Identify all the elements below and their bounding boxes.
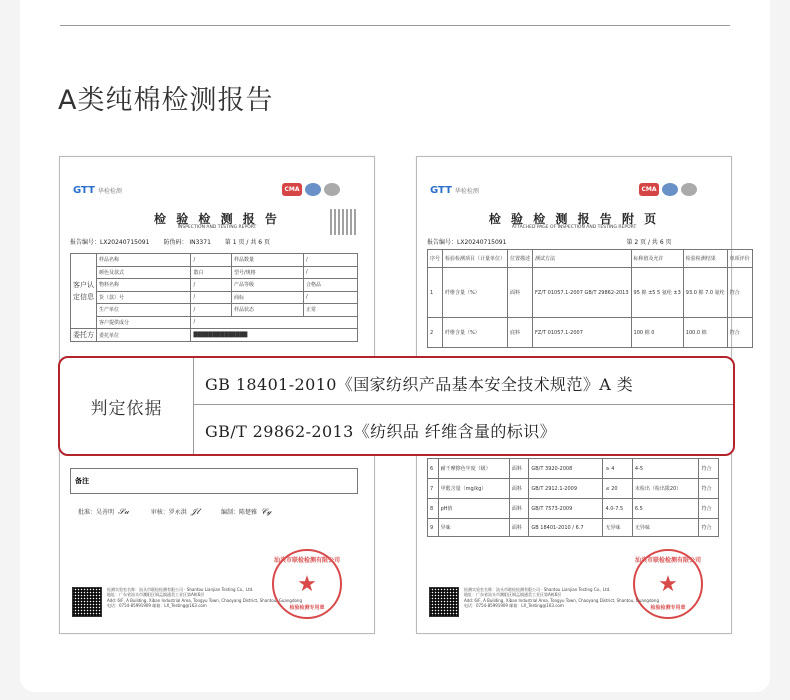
editor bbox=[221, 507, 272, 517]
client-label: 委托方 bbox=[71, 329, 97, 342]
cell: ≥ 4 bbox=[603, 459, 632, 479]
signature-image: 𝒥𝓁 bbox=[190, 507, 199, 516]
lab-footer bbox=[464, 587, 726, 609]
cell: 型号/规格 bbox=[231, 266, 303, 279]
cell: 符合 bbox=[727, 268, 752, 318]
cell: 符合 bbox=[727, 318, 752, 348]
cell: 2 bbox=[428, 318, 443, 348]
cell: 未检出（检出限20） bbox=[632, 479, 699, 499]
lab-logo bbox=[73, 185, 122, 196]
cell: 95 棉 ±5 5 氨纶 ±3 bbox=[631, 268, 683, 318]
cell: 样品名称 bbox=[97, 254, 191, 267]
lab-qr-icon bbox=[429, 587, 459, 617]
cell: 100.0 棉 bbox=[683, 318, 727, 348]
cell: 物料名称 bbox=[97, 279, 191, 292]
cell: 93.0 棉 7.0 氨纶 bbox=[683, 268, 727, 318]
anti-fake-code: 防伪码： IN3371 bbox=[163, 239, 211, 246]
signature-line bbox=[78, 507, 271, 517]
cell: / bbox=[303, 254, 357, 267]
table-row bbox=[428, 318, 753, 348]
seal-text-top: 汕头市联检检测有限公司 bbox=[274, 557, 341, 564]
client-info-label: 客户认定信息 bbox=[71, 254, 97, 329]
judgement-basis-callout bbox=[58, 356, 735, 456]
page-indicator: 第 2 页 / 共 6 页 bbox=[626, 239, 672, 246]
cell: 正常 bbox=[303, 304, 357, 317]
certification-marks bbox=[282, 183, 340, 196]
cell: 4.0-7.5 bbox=[603, 499, 632, 519]
remarks-row bbox=[70, 468, 358, 494]
cell: 6.5 bbox=[632, 499, 699, 519]
cell: ≤ 20 bbox=[603, 479, 632, 499]
test-results-table bbox=[427, 249, 753, 348]
cell: 面料 bbox=[509, 519, 528, 537]
standard-line-1: GB 18401-2010《国家纺织产品基本安全技术规范》A 类 bbox=[205, 375, 634, 394]
cell: 7 bbox=[428, 479, 439, 499]
client-info-table bbox=[70, 253, 358, 342]
table-row bbox=[428, 519, 719, 537]
cell: / bbox=[191, 316, 358, 329]
remarks-label: 备注 bbox=[75, 477, 89, 485]
cell: 合格品 bbox=[303, 279, 357, 292]
footer-line: Add: 6/F, A Building, Xiban Industrial Area, Tongyu Town, Chaoyang District, Shantou, Guangdong bbox=[464, 597, 659, 603]
cell: GB/T 2912.1-2009 bbox=[529, 479, 603, 499]
cell: 4-5 bbox=[632, 459, 699, 479]
header-cell: 检验检测结果 bbox=[683, 250, 727, 268]
table-row bbox=[428, 479, 719, 499]
cell: 面料 bbox=[509, 459, 528, 479]
brand-mark: GTT bbox=[73, 185, 95, 196]
page-indicator: 第 1 页 / 共 6 页 bbox=[224, 239, 270, 246]
cell: / bbox=[191, 304, 232, 317]
header-cell: 序号 bbox=[428, 250, 443, 268]
cell: 货（款）号 bbox=[97, 291, 191, 304]
cell: 符合 bbox=[699, 519, 719, 537]
table-row bbox=[428, 459, 719, 479]
cell: 散白 bbox=[191, 266, 232, 279]
doc-title: 检 验 检 测 报 告 附 页 bbox=[488, 212, 660, 226]
lab-logo bbox=[430, 185, 479, 196]
cell: 纤维含量（%） bbox=[443, 318, 508, 348]
cell: 样品数量 bbox=[231, 254, 303, 267]
footer-line: 电话：0754-85991909 邮箱：LX_Testing@163.com bbox=[464, 603, 564, 609]
cma-icon: CMA bbox=[282, 183, 302, 196]
cell: 商标 bbox=[231, 291, 303, 304]
table-row bbox=[428, 268, 753, 318]
report-number: 报告编号：LX20240715091 bbox=[70, 239, 150, 246]
report-qr-icon bbox=[330, 209, 356, 235]
approver-label: 批准：吴善明 bbox=[78, 509, 115, 516]
doc-subtitle: ATTACHED PAGE OF INSPECTION AND TESTING REPORT bbox=[511, 225, 637, 230]
footer-line: Add: 6/F, A Building, Xiban Industrial Area, Tongyu Town, Chaoyang District, Shantou, Guangdong bbox=[107, 597, 302, 603]
cell: / bbox=[303, 291, 357, 304]
certification-marks bbox=[639, 183, 697, 196]
cell: / bbox=[303, 266, 357, 279]
brand-mark: GTT bbox=[430, 185, 452, 196]
cell: 委托单位 bbox=[97, 329, 191, 342]
footer-line: 地址：广东省汕头市潮阳区铜盂镇通美工业区第A栋6层 bbox=[107, 592, 205, 598]
cell: GB 18401-2010 / 6.7 bbox=[529, 519, 603, 537]
cell: 纤维含量（%） bbox=[443, 268, 508, 318]
cell: 底料 bbox=[508, 318, 533, 348]
header-cell: 检验检测项目（计量单位） bbox=[443, 250, 508, 268]
cell: 无异味 bbox=[603, 519, 632, 537]
editor-label: 编制：陈楚雅 bbox=[220, 509, 257, 516]
signature-image: 𝒮𝓊 bbox=[118, 507, 129, 516]
cnas-icon bbox=[324, 183, 340, 196]
footer-line: 地址：广东省汕头市潮阳区铜盂镇通美工业区第A栋6层 bbox=[464, 592, 562, 598]
cell: 符合 bbox=[699, 499, 719, 519]
top-divider bbox=[60, 25, 730, 26]
cell: 客户提供成分 bbox=[97, 316, 191, 329]
reviewer-label: 审核：罗永洪 bbox=[150, 509, 187, 516]
cell: 9 bbox=[428, 519, 439, 537]
cma-icon: CMA bbox=[639, 183, 659, 196]
report-meta bbox=[70, 237, 270, 246]
ilac-icon bbox=[305, 183, 321, 196]
signature-image: 𝒞𝓎 bbox=[260, 507, 272, 516]
cell: / bbox=[191, 254, 232, 267]
cell: 面料 bbox=[509, 479, 528, 499]
table-row bbox=[428, 499, 719, 519]
doc-subtitle: INSPECTION AND TESTING REPORT bbox=[177, 225, 257, 230]
star-icon: ★ bbox=[297, 571, 317, 597]
brand-sub: 华检检测 bbox=[454, 188, 479, 195]
section-title: A类纯棉检测报告 bbox=[58, 85, 274, 116]
header-cell: 位置描述 bbox=[508, 250, 533, 268]
cell: GB/T 3920-2008 bbox=[529, 459, 603, 479]
cell: FZ/T 01057.1-2007 GB/T 29862-2013 bbox=[533, 268, 632, 318]
ilac-icon bbox=[662, 183, 678, 196]
cell: / bbox=[191, 291, 232, 304]
reviewer bbox=[151, 507, 199, 517]
cell: 异味 bbox=[438, 519, 509, 537]
cell: 1 bbox=[428, 268, 443, 318]
callout-row-divider bbox=[194, 404, 733, 405]
lab-footer bbox=[107, 587, 369, 609]
cell: 6 bbox=[428, 459, 439, 479]
star-icon: ★ bbox=[658, 571, 678, 597]
lab-qr-icon bbox=[72, 587, 102, 617]
cell: 样品状态 bbox=[231, 304, 303, 317]
seal-text-bottom: 检验检测专用章 bbox=[289, 605, 325, 611]
footer-line: 电话：0754-85991909 邮箱：LX_Testing@163.com bbox=[107, 603, 207, 609]
cell: 面料 bbox=[508, 268, 533, 318]
cell: 产品等级 bbox=[231, 279, 303, 292]
report-meta bbox=[427, 237, 672, 246]
seal-text-top: 汕头市联检检测有限公司 bbox=[635, 557, 702, 564]
seal-text-bottom: 检验检测专用章 bbox=[650, 605, 686, 611]
cell: pH值 bbox=[438, 499, 509, 519]
cell: 甲醛含量（mg/kg） bbox=[438, 479, 509, 499]
report-number: 报告编号：LX20240715091 bbox=[427, 239, 507, 246]
judgement-basis-label: 判定依据 bbox=[90, 398, 163, 419]
approver bbox=[78, 507, 129, 517]
cell: 100 棉 0 bbox=[631, 318, 683, 348]
cnas-icon bbox=[681, 183, 697, 196]
cell: GB/T 7573-2009 bbox=[529, 499, 603, 519]
cell: 无异味 bbox=[632, 519, 699, 537]
standard-line-2: GB/T 29862-2013《纺织品 纤维含量的标识》 bbox=[205, 422, 556, 441]
cell: 生产单位 bbox=[97, 304, 191, 317]
cell: 耐干摩擦色牢度（级） bbox=[438, 459, 509, 479]
cell: / bbox=[191, 279, 232, 292]
cell: 颜色及款式 bbox=[97, 266, 191, 279]
cell: 8 bbox=[428, 499, 439, 519]
header-cell: 单项评价 bbox=[727, 250, 752, 268]
doc-title: 检 验 检 测 报 告 bbox=[154, 212, 280, 226]
header-cell: 测试方法 bbox=[533, 250, 632, 268]
header-cell: 标称值及允许 bbox=[631, 250, 683, 268]
cell: FZ/T 01057.1-2007 bbox=[533, 318, 632, 348]
cell: 符合 bbox=[699, 459, 719, 479]
cell: 面料 bbox=[509, 499, 528, 519]
footer-line: 检测实验室名称：汕头市联检检测有限公司 · Shantou Lianjian Testing Co., Ltd. bbox=[464, 587, 611, 592]
footer-line: 检测实验室名称：汕头市联检检测有限公司 · Shantou Lianjian Testing Co., Ltd. bbox=[107, 587, 254, 592]
callout-divider bbox=[193, 358, 194, 454]
cell: ██████████████ bbox=[191, 329, 358, 342]
cell: 符合 bbox=[699, 479, 719, 499]
test-results-table-cont bbox=[427, 458, 719, 537]
brand-sub: 华检检测 bbox=[97, 188, 122, 195]
